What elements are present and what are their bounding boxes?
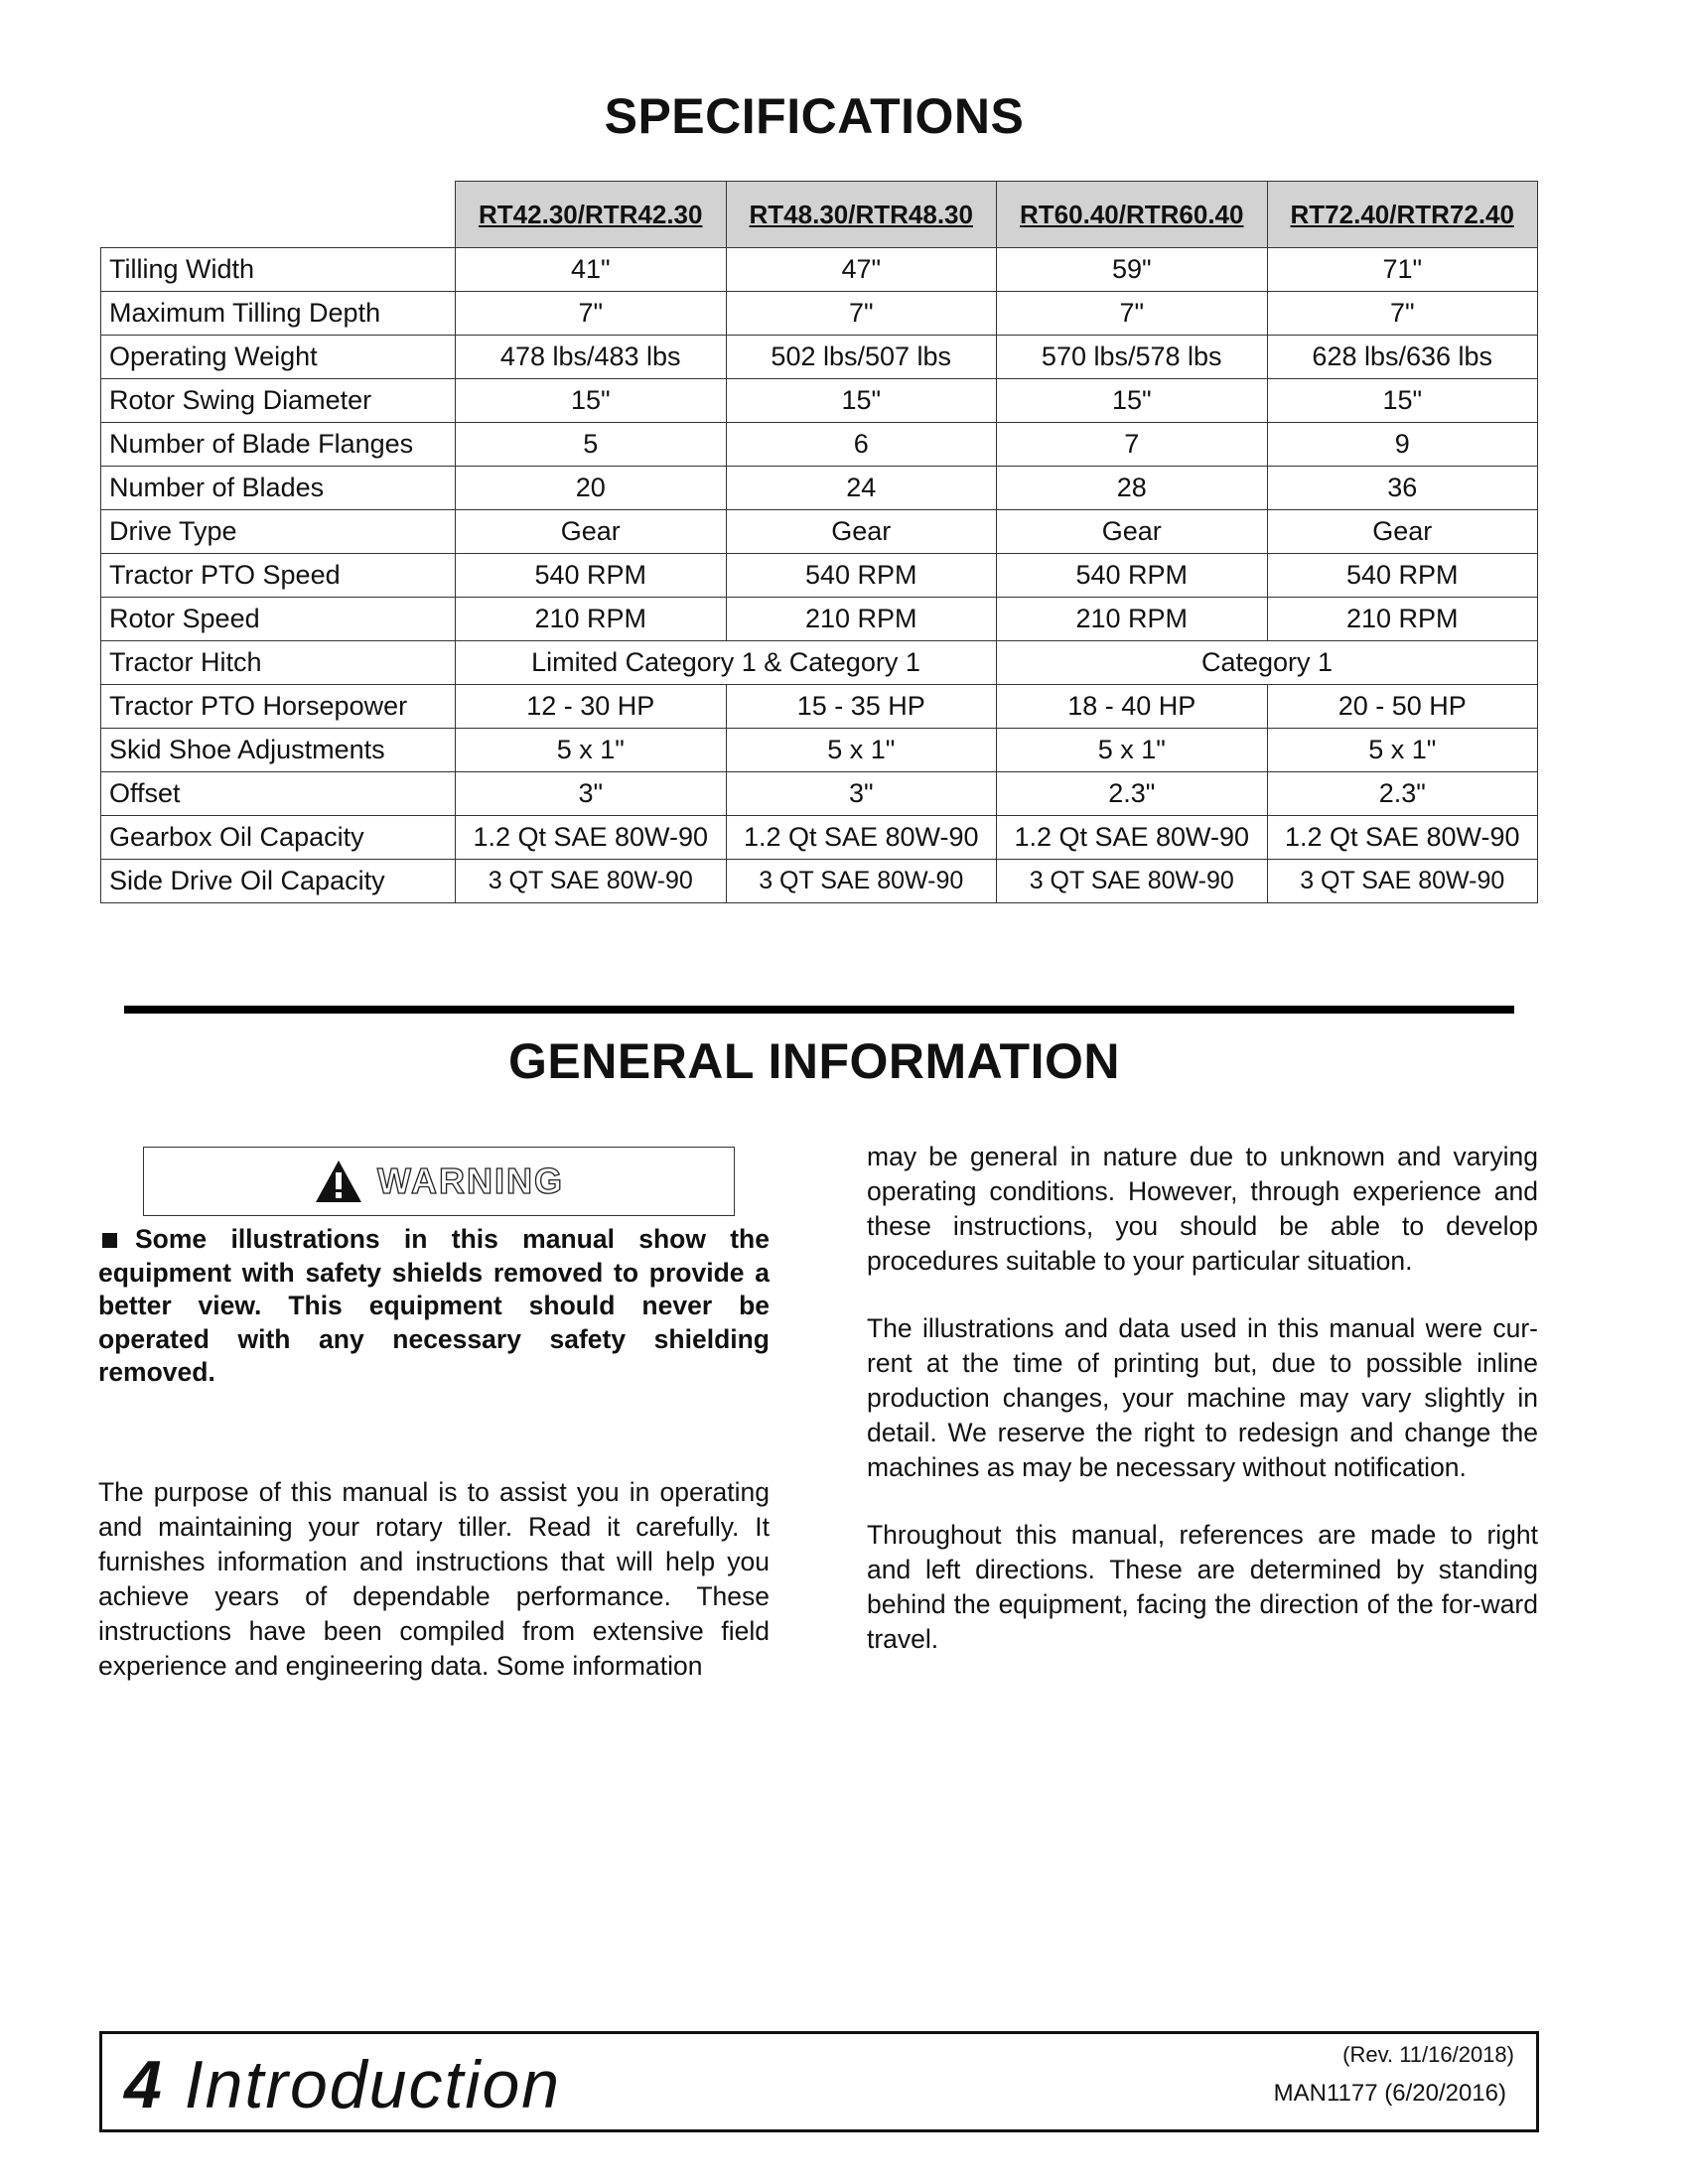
spec-label: Tractor PTO Speed	[101, 554, 456, 598]
spec-value: 36	[1267, 467, 1538, 510]
illustrations-paragraph: The illustrations and data used in this manual were cur-rent at the time of printing but, due to possible inline production changes, your machine may vary slightly in detail. We reserve the right to redesign and change the machines as may be necessary without notification.	[867, 1313, 1538, 1482]
right-column	[867, 1140, 1538, 1657]
spec-label: Skid Shoe Adjustments	[101, 729, 456, 772]
model-header: RT42.30/RTR42.30	[456, 182, 727, 248]
spec-value: Gear	[997, 510, 1268, 554]
table-row	[101, 423, 1538, 467]
spec-value: 7"	[1267, 292, 1538, 336]
spec-value: 15"	[726, 379, 997, 423]
spec-label: Tilling Width	[101, 248, 456, 292]
spec-value: 210 RPM	[726, 598, 997, 641]
model-header: RT48.30/RTR48.30	[726, 182, 997, 248]
spec-value: 540 RPM	[456, 554, 727, 598]
spec-value: 15"	[997, 379, 1268, 423]
spec-value: 71"	[1267, 248, 1538, 292]
spec-value: 3 QT SAE 80W-90	[456, 860, 727, 903]
spec-value: 502 lbs/507 lbs	[726, 336, 997, 379]
warning-triangle-icon	[314, 1159, 363, 1204]
spec-value: 24	[726, 467, 997, 510]
table-corner-cell	[101, 182, 456, 248]
spec-label: Rotor Swing Diameter	[101, 379, 456, 423]
spec-value: 3"	[726, 772, 997, 816]
table-row	[101, 554, 1538, 598]
table-row	[101, 816, 1538, 860]
spec-label: Tractor Hitch	[101, 641, 456, 685]
intro-paragraph: The purpose of this manual is to assist you in operating and maintaining your rotary tiller. Read it carefully. It furnishes information and instructions that will help you achieve years of dependable performance. These instructions have been compiled from extensive field experience and engineering data. Some information	[98, 1476, 770, 1681]
table-row	[101, 379, 1538, 423]
spec-label: Maximum Tilling Depth	[101, 292, 456, 336]
spec-value: 540 RPM	[997, 554, 1268, 598]
table-row	[101, 860, 1538, 903]
spec-value: 478 lbs/483 lbs	[456, 336, 727, 379]
manual-id: MAN1177 (6/20/2016)	[1273, 2080, 1506, 2107]
safety-warning-note	[98, 1223, 770, 1390]
section-name: Introduction	[184, 2047, 562, 2122]
spec-value: 3 QT SAE 80W-90	[1267, 860, 1538, 903]
table-row	[101, 729, 1538, 772]
spec-label: Offset	[101, 772, 456, 816]
table-row	[101, 772, 1538, 816]
section-divider	[124, 1006, 1514, 1014]
specifications-title: SPECIFICATIONS	[604, 88, 1025, 144]
table-row	[101, 598, 1538, 641]
spec-value: 570 lbs/578 lbs	[997, 336, 1268, 379]
spec-label: Tractor PTO Horsepower	[101, 685, 456, 729]
spec-value: 3 QT SAE 80W-90	[726, 860, 997, 903]
spec-value: 1.2 Qt SAE 80W-90	[997, 816, 1268, 860]
spec-value: 3"	[456, 772, 727, 816]
warning-label: WARNING	[377, 1160, 564, 1201]
spec-value: 41"	[456, 248, 727, 292]
bullet-square-icon	[102, 1233, 117, 1248]
left-column	[98, 1223, 770, 1684]
spec-value: 15 - 35 HP	[726, 685, 997, 729]
spec-value: 5	[456, 423, 727, 467]
table-row	[101, 685, 1538, 729]
spec-value: Gear	[1267, 510, 1538, 554]
spec-value: 5 x 1"	[456, 729, 727, 772]
table-row	[101, 292, 1538, 336]
specifications-table	[100, 181, 1538, 903]
general-information-title: GENERAL INFORMATION	[508, 1033, 1120, 1089]
spec-value: Limited Category 1 & Category 1	[456, 641, 997, 685]
spec-value: 12 - 30 HP	[456, 685, 727, 729]
spec-label: Gearbox Oil Capacity	[101, 816, 456, 860]
spec-value: Gear	[726, 510, 997, 554]
page-number: 4	[124, 2047, 164, 2122]
spec-label: Number of Blade Flanges	[101, 423, 456, 467]
spec-value: 1.2 Qt SAE 80W-90	[726, 816, 997, 860]
spec-value: 18 - 40 HP	[997, 685, 1268, 729]
spec-value: 1.2 Qt SAE 80W-90	[1267, 816, 1538, 860]
spec-value: 628 lbs/636 lbs	[1267, 336, 1538, 379]
spec-value: 5 x 1"	[726, 729, 997, 772]
spec-label: Operating Weight	[101, 336, 456, 379]
spec-value: 6	[726, 423, 997, 467]
table-row	[101, 510, 1538, 554]
page-footer	[99, 2031, 1539, 2132]
spec-value: 59"	[997, 248, 1268, 292]
spec-label: Drive Type	[101, 510, 456, 554]
spec-label: Side Drive Oil Capacity	[101, 860, 456, 903]
table-row	[101, 248, 1538, 292]
spec-value: 1.2 Qt SAE 80W-90	[456, 816, 727, 860]
table-row	[101, 467, 1538, 510]
spec-value: 20 - 50 HP	[1267, 685, 1538, 729]
spec-value: 540 RPM	[1267, 554, 1538, 598]
revision-date: (Rev. 11/16/2018)	[1342, 2042, 1514, 2067]
model-header: RT72.40/RTR72.40	[1267, 182, 1538, 248]
spec-value: 210 RPM	[997, 598, 1268, 641]
spec-value: 7"	[456, 292, 727, 336]
spec-value: 3 QT SAE 80W-90	[997, 860, 1268, 903]
spec-value: 210 RPM	[456, 598, 727, 641]
spec-label: Number of Blades	[101, 467, 456, 510]
spec-value: 9	[1267, 423, 1538, 467]
table-row	[101, 336, 1538, 379]
directions-paragraph: Throughout this manual, references are made to right and left directions. These are determined by standing behind the equipment, facing the direction of the for-ward travel.	[867, 1520, 1538, 1654]
spec-value: 540 RPM	[726, 554, 997, 598]
spec-value: 47"	[726, 248, 997, 292]
spec-value: Gear	[456, 510, 727, 554]
spec-value: 15"	[456, 379, 727, 423]
spec-value: 5 x 1"	[997, 729, 1268, 772]
spec-label: Rotor Speed	[101, 598, 456, 641]
spec-value: 2.3"	[1267, 772, 1538, 816]
table-header-row	[101, 182, 1538, 248]
spec-value: 20	[456, 467, 727, 510]
intro-paragraph-continued: may be general in nature due to unknown and varying operating conditions. However, through experience and these instructions, you should be able to develop procedures suitable to your particular situation.	[867, 1142, 1538, 1276]
warning-box	[143, 1147, 735, 1216]
safety-warning-text: Some illustrations in this manual show the equipment with safety shields removed to provide a better view. This equipment should never be operated with any necessary safety shielding removed.	[98, 1224, 770, 1387]
spec-value: 210 RPM	[1267, 598, 1538, 641]
model-header: RT60.40/RTR60.40	[997, 182, 1268, 248]
spec-value: 2.3"	[997, 772, 1268, 816]
spec-value: 7"	[726, 292, 997, 336]
page-heading	[124, 2046, 561, 2123]
spec-value: 15"	[1267, 379, 1538, 423]
spec-value: Category 1	[997, 641, 1538, 685]
spec-value: 7	[997, 423, 1268, 467]
spec-value: 28	[997, 467, 1268, 510]
table-row	[101, 641, 1538, 685]
spec-value: 7"	[997, 292, 1268, 336]
spec-value: 5 x 1"	[1267, 729, 1538, 772]
